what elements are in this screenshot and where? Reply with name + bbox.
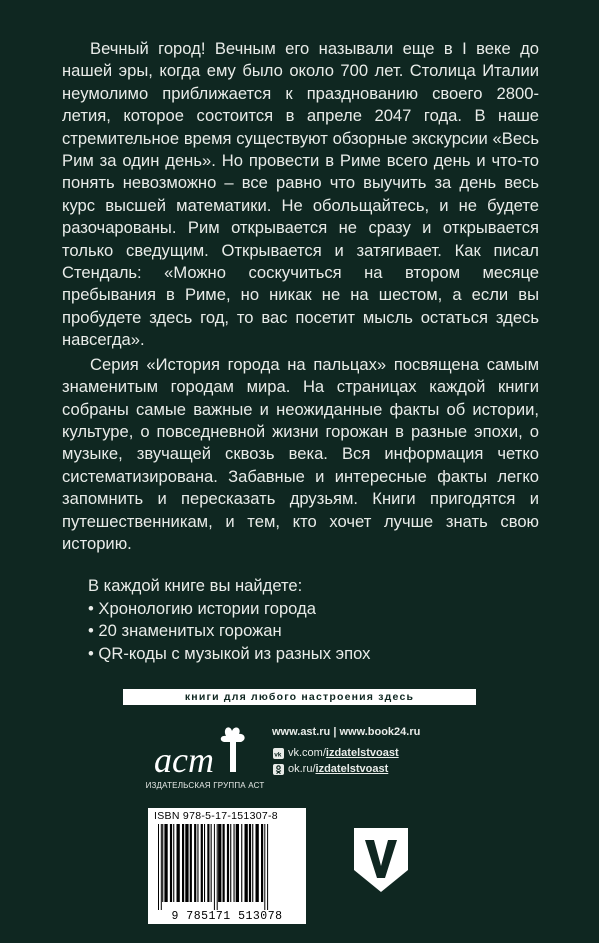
isbn-number: ISBN 978-5-17-151307-8 bbox=[154, 810, 278, 822]
barcode-bar bbox=[249, 824, 251, 902]
publisher-links bbox=[272, 724, 420, 777]
feature-item: • QR-коды с музыкой из разных эпох bbox=[88, 643, 370, 666]
vk-handle: izdatelstvoast bbox=[325, 747, 399, 759]
vk-link[interactable] bbox=[272, 745, 420, 761]
barcode-bar bbox=[256, 824, 259, 902]
barcode-guard-bar bbox=[267, 824, 268, 910]
barcode-bar bbox=[227, 824, 229, 902]
barcode-bar bbox=[223, 824, 225, 902]
ok-icon bbox=[272, 763, 284, 775]
barcode-bar bbox=[252, 824, 253, 902]
barcode-bar bbox=[170, 824, 172, 902]
ast-logo-text: аст bbox=[154, 740, 214, 780]
feature-item: • Хронологию истории города bbox=[88, 598, 370, 621]
barcode-bar bbox=[194, 824, 196, 902]
description-paragraph-1: Вечный город! Вечным его называли еще в I веке до нашей эры, когда ему было около 700 лет. Столица Италии неумолимо приближается к празднованию своего 2800-летия, которое состоится в апреле 2047 года. В наше стремительное время существуют обзорные экскурсии «Весь Рим за один день». Но провести в Риме всего день и что-то понять невозможно – все равно что выучить за день весь курс высшей математики. Не обольщайтесь, и не будете разочарованы. Рим открывается не сразу и открывается только сведущим. Открывается и затягивает. Как писал Стендаль: «Можно соскучиться на втором месяце пребывания в Риме, но никак не на шестом, а если вы пробудете здесь год, то вас посетит мысль остаться здесь навсегда». bbox=[62, 39, 539, 350]
publisher-name: ИЗДАТЕЛЬСКАЯ ГРУППА АСТ bbox=[145, 781, 265, 790]
description-paragraph-2: Серия «История города на пальцах» посвящена самым знаменитым городам мира. На страницах каждой книги собраны самые важные и неожиданные факты об истории, культуре, о повседневной жизни горожан в разные эпохи, о музыке, звучащей сквозь века. Вся информация четко систематизирована. Забавные и интересные факты легко запомнить и пересказать друзьям. Книги пригодятся и путешественникам, и тем, кто хочет лучше знать свою историю. bbox=[62, 354, 539, 553]
barcode-bar bbox=[197, 824, 198, 902]
isbn-barcode bbox=[148, 808, 306, 924]
barcode-bar bbox=[207, 824, 209, 902]
barcode-bar bbox=[261, 824, 263, 902]
barcode-bar bbox=[218, 824, 221, 902]
barcode-bar bbox=[204, 824, 205, 902]
vk-icon bbox=[272, 747, 284, 759]
feature-item: • 20 знаменитых горожан bbox=[88, 620, 370, 643]
slogan-banner: книги для любого настроения здесь bbox=[123, 689, 476, 705]
barcode-guard-bar bbox=[214, 824, 215, 910]
barcode-guard-bar bbox=[158, 824, 159, 910]
barcode-bar bbox=[177, 824, 180, 902]
vk-domain: vk.com/ bbox=[288, 747, 326, 759]
barcode-bar bbox=[230, 824, 231, 902]
svg-text:vk: vk bbox=[273, 750, 281, 758]
barcode-guard-bar bbox=[264, 824, 265, 910]
ok-handle: izdatelstvoast bbox=[315, 763, 389, 775]
barcode-bar bbox=[211, 824, 212, 902]
barcode-bar bbox=[241, 824, 242, 902]
barcode-bar bbox=[245, 824, 248, 902]
website-links[interactable]: www.ast.ru | www.book24.ru bbox=[272, 726, 421, 738]
barcode-bars bbox=[154, 824, 300, 910]
ok-domain: ok.ru/ bbox=[288, 763, 316, 775]
features-intro: В каждой книге вы найдете: bbox=[88, 576, 303, 595]
v-imprint-logo bbox=[352, 826, 410, 894]
barcode-bar bbox=[201, 824, 203, 902]
ok-link[interactable] bbox=[272, 761, 420, 777]
barcode-bar bbox=[236, 824, 239, 902]
barcode-bar bbox=[185, 824, 188, 902]
barcode-bar bbox=[162, 824, 163, 902]
features-list bbox=[88, 575, 370, 665]
barcode-bar bbox=[234, 824, 235, 902]
description-text bbox=[62, 38, 539, 555]
barcode-guard-bar bbox=[161, 824, 162, 910]
ean-digits: 9 785171 513078 bbox=[148, 910, 306, 924]
barcode-bar bbox=[164, 824, 167, 902]
barcode-guard-bar bbox=[217, 824, 218, 910]
barcode-bar bbox=[190, 824, 192, 902]
barcode-bar bbox=[182, 824, 184, 902]
barcode-bar bbox=[173, 824, 174, 902]
